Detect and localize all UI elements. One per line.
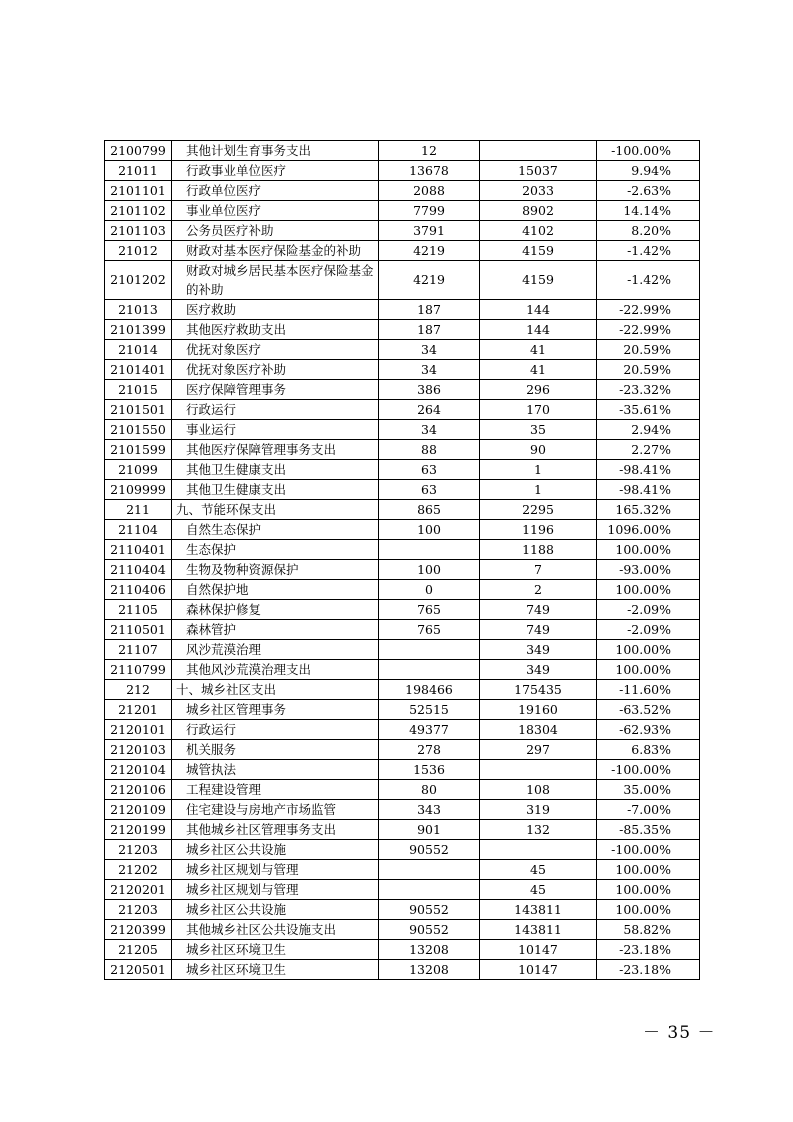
table-row — [105, 141, 700, 161]
row-name: 其他风沙荒漠治理支出 — [172, 660, 379, 680]
row-code: 211 — [105, 500, 172, 520]
row-code: 2100799 — [105, 141, 172, 161]
table-row — [105, 820, 700, 840]
row-code: 21012 — [105, 241, 172, 261]
row-value-prior: 264 — [379, 400, 480, 420]
row-value-prior: 90552 — [379, 840, 480, 860]
row-value-prior: 3791 — [379, 221, 480, 241]
table-row — [105, 960, 700, 980]
row-change-percent: 2.27% — [597, 440, 700, 460]
row-code: 2101501 — [105, 400, 172, 420]
row-value-prior: 7799 — [379, 201, 480, 221]
row-value-current — [480, 760, 597, 780]
row-code: 21015 — [105, 380, 172, 400]
row-change-percent: 100.00% — [597, 640, 700, 660]
row-change-percent: -2.63% — [597, 181, 700, 201]
row-change-percent: -100.00% — [597, 840, 700, 860]
row-name: 其他医疗保障管理事务支出 — [172, 440, 379, 460]
row-change-percent: -2.09% — [597, 620, 700, 640]
row-value-current: 296 — [480, 380, 597, 400]
row-value-prior: 12 — [379, 141, 480, 161]
row-change-percent: 100.00% — [597, 660, 700, 680]
row-value-prior: 34 — [379, 420, 480, 440]
row-code: 2101202 — [105, 261, 172, 300]
row-change-percent: 58.82% — [597, 920, 700, 940]
row-value-current: 349 — [480, 660, 597, 680]
row-name: 城乡社区环境卫生 — [172, 940, 379, 960]
row-code: 2120201 — [105, 880, 172, 900]
row-value-current: 319 — [480, 800, 597, 820]
row-name: 自然生态保护 — [172, 520, 379, 540]
row-change-percent: 100.00% — [597, 860, 700, 880]
row-name: 事业运行 — [172, 420, 379, 440]
row-code: 21202 — [105, 860, 172, 880]
row-name: 风沙荒漠治理 — [172, 640, 379, 660]
row-value-prior: 49377 — [379, 720, 480, 740]
row-value-prior: 34 — [379, 360, 480, 380]
row-name: 城乡社区环境卫生 — [172, 960, 379, 980]
row-name: 机关服务 — [172, 740, 379, 760]
row-change-percent: 8.20% — [597, 221, 700, 241]
row-change-percent: -63.52% — [597, 700, 700, 720]
table-row — [105, 261, 700, 300]
table-row — [105, 860, 700, 880]
row-value-prior: 2088 — [379, 181, 480, 201]
row-value-prior: 90552 — [379, 900, 480, 920]
row-value-current: 10147 — [480, 960, 597, 980]
row-change-percent: -85.35% — [597, 820, 700, 840]
row-value-current: 4159 — [480, 241, 597, 261]
row-value-current: 4102 — [480, 221, 597, 241]
row-code: 2120101 — [105, 720, 172, 740]
table-row — [105, 460, 700, 480]
row-name: 城乡社区规划与管理 — [172, 880, 379, 900]
row-value-current: 45 — [480, 860, 597, 880]
row-value-current — [480, 141, 597, 161]
row-code: 2120399 — [105, 920, 172, 940]
row-name: 财政对基本医疗保险基金的补助 — [172, 241, 379, 261]
table-row — [105, 181, 700, 201]
row-code: 2101401 — [105, 360, 172, 380]
row-name: 自然保护地 — [172, 580, 379, 600]
row-code: 2120106 — [105, 780, 172, 800]
row-value-prior: 4219 — [379, 241, 480, 261]
table-row — [105, 480, 700, 500]
table-row — [105, 320, 700, 340]
row-change-percent: -22.99% — [597, 300, 700, 320]
table-row — [105, 880, 700, 900]
row-change-percent: 20.59% — [597, 340, 700, 360]
row-value-prior: 765 — [379, 620, 480, 640]
row-code: 21104 — [105, 520, 172, 540]
row-value-prior — [379, 660, 480, 680]
table-row — [105, 780, 700, 800]
row-value-prior: 90552 — [379, 920, 480, 940]
row-value-current: 1196 — [480, 520, 597, 540]
row-code: 2110406 — [105, 580, 172, 600]
row-value-prior: 63 — [379, 460, 480, 480]
row-value-prior: 34 — [379, 340, 480, 360]
row-value-prior: 343 — [379, 800, 480, 820]
row-code: 2110401 — [105, 540, 172, 560]
row-value-prior: 1536 — [379, 760, 480, 780]
row-value-prior: 865 — [379, 500, 480, 520]
row-value-current: 1 — [480, 480, 597, 500]
row-name: 行政单位医疗 — [172, 181, 379, 201]
row-value-prior: 80 — [379, 780, 480, 800]
row-change-percent: 35.00% — [597, 780, 700, 800]
table-row — [105, 680, 700, 700]
row-change-percent: -35.61% — [597, 400, 700, 420]
table-row — [105, 201, 700, 221]
row-code: 21203 — [105, 900, 172, 920]
row-code: 2109999 — [105, 480, 172, 500]
row-name: 行政运行 — [172, 720, 379, 740]
page-number: － 35 － — [643, 1023, 716, 1043]
row-change-percent: 100.00% — [597, 580, 700, 600]
row-change-percent: 165.32% — [597, 500, 700, 520]
row-value-current: 132 — [480, 820, 597, 840]
row-value-prior — [379, 640, 480, 660]
row-code: 21205 — [105, 940, 172, 960]
row-value-current: 1188 — [480, 540, 597, 560]
row-change-percent: 20.59% — [597, 360, 700, 380]
row-name: 城乡社区规划与管理 — [172, 860, 379, 880]
table-row — [105, 380, 700, 400]
row-code: 2120103 — [105, 740, 172, 760]
row-value-current: 7 — [480, 560, 597, 580]
row-change-percent: -23.18% — [597, 940, 700, 960]
row-change-percent: -98.41% — [597, 480, 700, 500]
row-value-current: 90 — [480, 440, 597, 460]
row-value-current: 15037 — [480, 161, 597, 181]
table-row — [105, 920, 700, 940]
row-change-percent: -2.09% — [597, 600, 700, 620]
row-change-percent: -7.00% — [597, 800, 700, 820]
table-row — [105, 720, 700, 740]
row-value-current: 18304 — [480, 720, 597, 740]
row-value-prior — [379, 540, 480, 560]
row-code: 21107 — [105, 640, 172, 660]
row-code: 21203 — [105, 840, 172, 860]
row-value-current: 349 — [480, 640, 597, 660]
row-value-prior: 386 — [379, 380, 480, 400]
row-change-percent: -1.42% — [597, 261, 700, 300]
row-value-current: 1 — [480, 460, 597, 480]
row-value-current: 175435 — [480, 680, 597, 700]
row-change-percent: 14.14% — [597, 201, 700, 221]
table-row — [105, 440, 700, 460]
table-row — [105, 740, 700, 760]
row-code: 2120109 — [105, 800, 172, 820]
row-value-prior: 100 — [379, 560, 480, 580]
table-row — [105, 620, 700, 640]
row-code: 21105 — [105, 600, 172, 620]
row-value-current: 8902 — [480, 201, 597, 221]
row-value-prior: 63 — [379, 480, 480, 500]
row-name: 医疗保障管理事务 — [172, 380, 379, 400]
table-row — [105, 520, 700, 540]
row-value-current: 2295 — [480, 500, 597, 520]
table-row — [105, 300, 700, 320]
table-row — [105, 161, 700, 181]
row-name: 其他卫生健康支出 — [172, 460, 379, 480]
row-code: 2110501 — [105, 620, 172, 640]
table-row — [105, 940, 700, 960]
row-code: 2120199 — [105, 820, 172, 840]
row-value-current: 143811 — [480, 900, 597, 920]
row-change-percent: -100.00% — [597, 760, 700, 780]
row-value-current: 2033 — [480, 181, 597, 201]
row-code: 2120501 — [105, 960, 172, 980]
table-row — [105, 580, 700, 600]
row-change-percent: 1096.00% — [597, 520, 700, 540]
row-code: 2110404 — [105, 560, 172, 580]
table-row — [105, 840, 700, 860]
row-change-percent: 2.94% — [597, 420, 700, 440]
row-value-prior: 4219 — [379, 261, 480, 300]
row-name: 其他城乡社区公共设施支出 — [172, 920, 379, 940]
row-value-prior: 901 — [379, 820, 480, 840]
row-name: 其他城乡社区管理事务支出 — [172, 820, 379, 840]
row-name: 生态保护 — [172, 540, 379, 560]
row-value-prior: 52515 — [379, 700, 480, 720]
row-code: 21099 — [105, 460, 172, 480]
row-change-percent: 6.83% — [597, 740, 700, 760]
row-change-percent: -22.99% — [597, 320, 700, 340]
row-change-percent: -11.60% — [597, 680, 700, 700]
row-name: 城乡社区公共设施 — [172, 840, 379, 860]
row-name: 城管执法 — [172, 760, 379, 780]
row-change-percent: -98.41% — [597, 460, 700, 480]
row-change-percent: -100.00% — [597, 141, 700, 161]
row-value-prior: 0 — [379, 580, 480, 600]
row-name: 其他卫生健康支出 — [172, 480, 379, 500]
table-row — [105, 540, 700, 560]
row-name: 工程建设管理 — [172, 780, 379, 800]
row-name: 其他计划生育事务支出 — [172, 141, 379, 161]
row-name: 生物及物种资源保护 — [172, 560, 379, 580]
row-code: 2101103 — [105, 221, 172, 241]
row-change-percent: -23.18% — [597, 960, 700, 980]
row-change-percent: -93.00% — [597, 560, 700, 580]
row-value-current: 749 — [480, 600, 597, 620]
table-row — [105, 360, 700, 380]
row-code: 2120104 — [105, 760, 172, 780]
row-name: 十、城乡社区支出 — [172, 680, 379, 700]
row-code: 2101550 — [105, 420, 172, 440]
table-row — [105, 420, 700, 440]
row-value-current: 108 — [480, 780, 597, 800]
row-name: 城乡社区管理事务 — [172, 700, 379, 720]
row-value-current: 144 — [480, 320, 597, 340]
row-change-percent: 100.00% — [597, 540, 700, 560]
row-value-prior: 88 — [379, 440, 480, 460]
row-change-percent: -23.32% — [597, 380, 700, 400]
row-code: 2101102 — [105, 201, 172, 221]
row-code: 2101399 — [105, 320, 172, 340]
table-row — [105, 760, 700, 780]
table-row — [105, 400, 700, 420]
table-row — [105, 640, 700, 660]
row-value-prior — [379, 860, 480, 880]
row-name: 医疗救助 — [172, 300, 379, 320]
row-code: 212 — [105, 680, 172, 700]
row-code: 2101101 — [105, 181, 172, 201]
row-value-current: 41 — [480, 340, 597, 360]
row-value-current: 41 — [480, 360, 597, 380]
row-code: 2110799 — [105, 660, 172, 680]
row-value-current: 19160 — [480, 700, 597, 720]
table-row — [105, 600, 700, 620]
row-change-percent: -1.42% — [597, 241, 700, 261]
row-change-percent: 9.94% — [597, 161, 700, 181]
table-row — [105, 500, 700, 520]
row-code: 21201 — [105, 700, 172, 720]
row-value-prior: 187 — [379, 320, 480, 340]
row-name: 森林保护修复 — [172, 600, 379, 620]
row-value-current: 143811 — [480, 920, 597, 940]
row-value-current: 749 — [480, 620, 597, 640]
row-value-current: 4159 — [480, 261, 597, 300]
budget-table — [104, 140, 700, 980]
row-value-current: 297 — [480, 740, 597, 760]
row-code: 21011 — [105, 161, 172, 181]
row-change-percent: -62.93% — [597, 720, 700, 740]
row-name: 其他医疗救助支出 — [172, 320, 379, 340]
row-value-current: 45 — [480, 880, 597, 900]
table-row — [105, 241, 700, 261]
row-name: 行政运行 — [172, 400, 379, 420]
row-value-prior: 13208 — [379, 940, 480, 960]
row-value-current — [480, 840, 597, 860]
row-value-prior: 198466 — [379, 680, 480, 700]
row-value-current: 10147 — [480, 940, 597, 960]
row-value-current: 2 — [480, 580, 597, 600]
table-row — [105, 660, 700, 680]
row-name: 优抚对象医疗 — [172, 340, 379, 360]
row-code: 21013 — [105, 300, 172, 320]
table-row — [105, 340, 700, 360]
table-row — [105, 900, 700, 920]
table-row — [105, 221, 700, 241]
row-name: 公务员医疗补助 — [172, 221, 379, 241]
table-row — [105, 560, 700, 580]
row-name: 优抚对象医疗补助 — [172, 360, 379, 380]
row-name: 行政事业单位医疗 — [172, 161, 379, 181]
row-value-prior: 100 — [379, 520, 480, 540]
row-name: 城乡社区公共设施 — [172, 900, 379, 920]
row-value-prior: 278 — [379, 740, 480, 760]
row-name: 森林管护 — [172, 620, 379, 640]
row-code: 21014 — [105, 340, 172, 360]
table-body — [105, 141, 700, 980]
row-name: 财政对城乡居民基本医疗保险基金的补助 — [172, 261, 379, 300]
row-change-percent: 100.00% — [597, 880, 700, 900]
row-name: 九、节能环保支出 — [172, 500, 379, 520]
row-value-prior: 13208 — [379, 960, 480, 980]
row-name: 事业单位医疗 — [172, 201, 379, 221]
row-value-current: 144 — [480, 300, 597, 320]
row-name: 住宅建设与房地产市场监管 — [172, 800, 379, 820]
row-value-prior: 13678 — [379, 161, 480, 181]
row-value-prior: 765 — [379, 600, 480, 620]
row-value-current: 35 — [480, 420, 597, 440]
table-row — [105, 700, 700, 720]
row-value-prior: 187 — [379, 300, 480, 320]
row-value-prior — [379, 880, 480, 900]
row-code: 2101599 — [105, 440, 172, 460]
table-row — [105, 800, 700, 820]
row-change-percent: 100.00% — [597, 900, 700, 920]
row-value-current: 170 — [480, 400, 597, 420]
